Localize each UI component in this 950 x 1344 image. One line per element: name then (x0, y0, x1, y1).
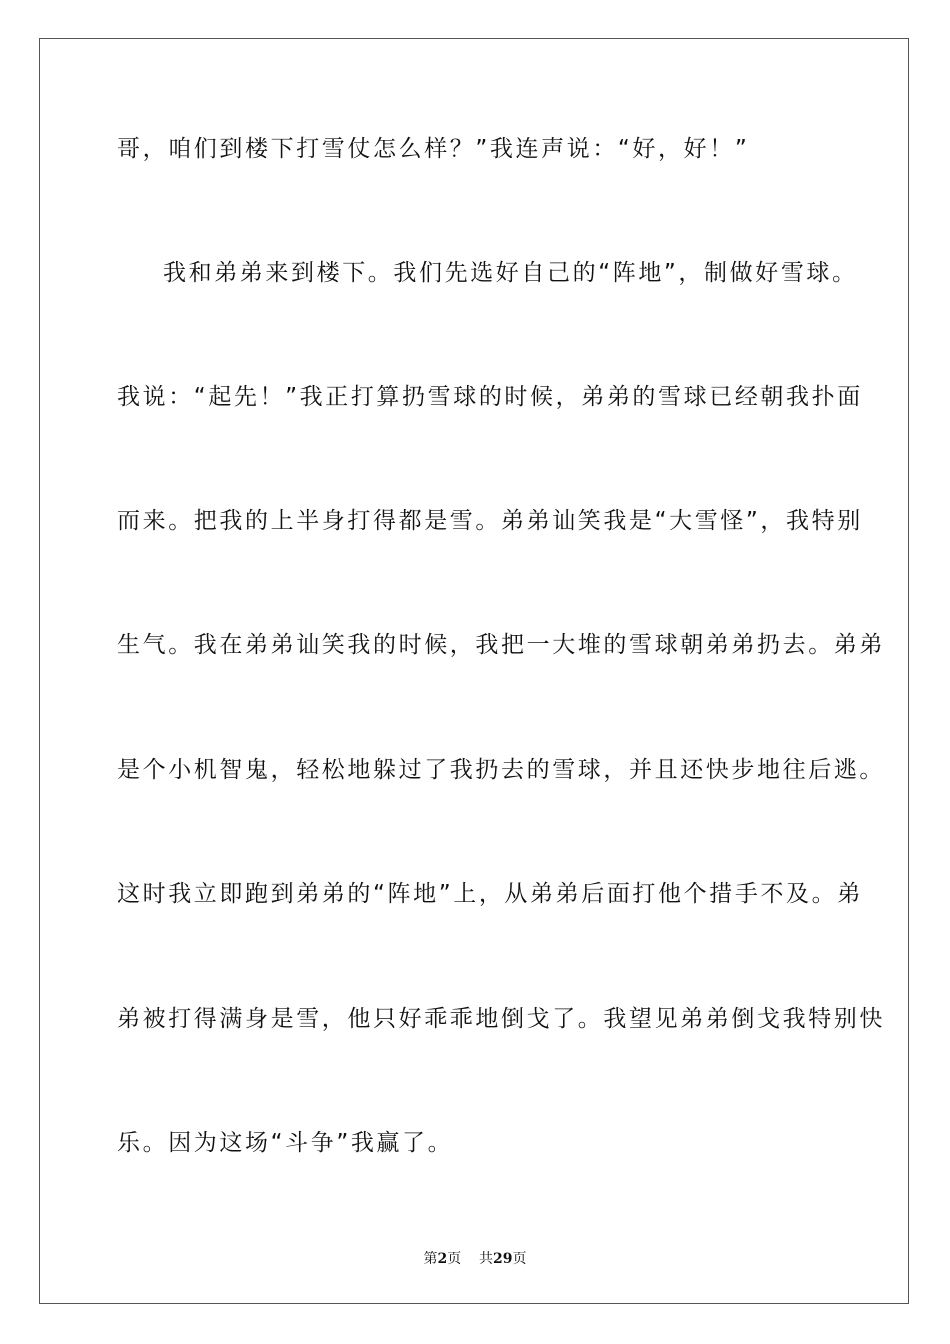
page-prefix: 第 (423, 1251, 438, 1267)
paragraph-line: 我说：“起先！”我正打算扔雪球的时候，弟弟的雪球已经朝我扑面 (117, 384, 863, 410)
page-number: 2 (437, 1251, 448, 1267)
page-footer (0, 1248, 950, 1268)
paragraph-line: 是个小机智鬼，轻松地躲过了我扔去的雪球，并且还快步地往后逃。 (117, 757, 885, 783)
total-pages: 29 (493, 1251, 513, 1267)
paragraph-line: 生气。我在弟弟讪笑我的时候，我把一大堆的雪球朝弟弟扔去。弟弟 (117, 632, 885, 658)
total-prefix: 共 (479, 1251, 494, 1267)
paragraph-line: 而来。把我的上半身打得都是雪。弟弟讪笑我是“大雪怪”，我特别 (117, 508, 863, 534)
total-suffix: 页 (512, 1251, 527, 1267)
page-border (39, 38, 909, 1304)
paragraph-line: 弟被打得满身是雪，他只好乖乖地倒戈了。我望见弟弟倒戈我特别快 (117, 1006, 885, 1032)
paragraph-line: 哥，咱们到楼下打雪仗怎么样？”我连声说：“好，好！” (117, 136, 750, 162)
paragraph-line: 我和弟弟来到楼下。我们先选好自己的“阵地”，制做好雪球。 (163, 260, 858, 286)
paragraph-line: 乐。因为这场“斗争”我赢了。 (117, 1130, 454, 1156)
paragraph-line: 这时我立即跑到弟弟的“阵地”上，从弟弟后面打他个措手不及。弟 (117, 881, 863, 907)
page-suffix: 页 (447, 1251, 462, 1267)
